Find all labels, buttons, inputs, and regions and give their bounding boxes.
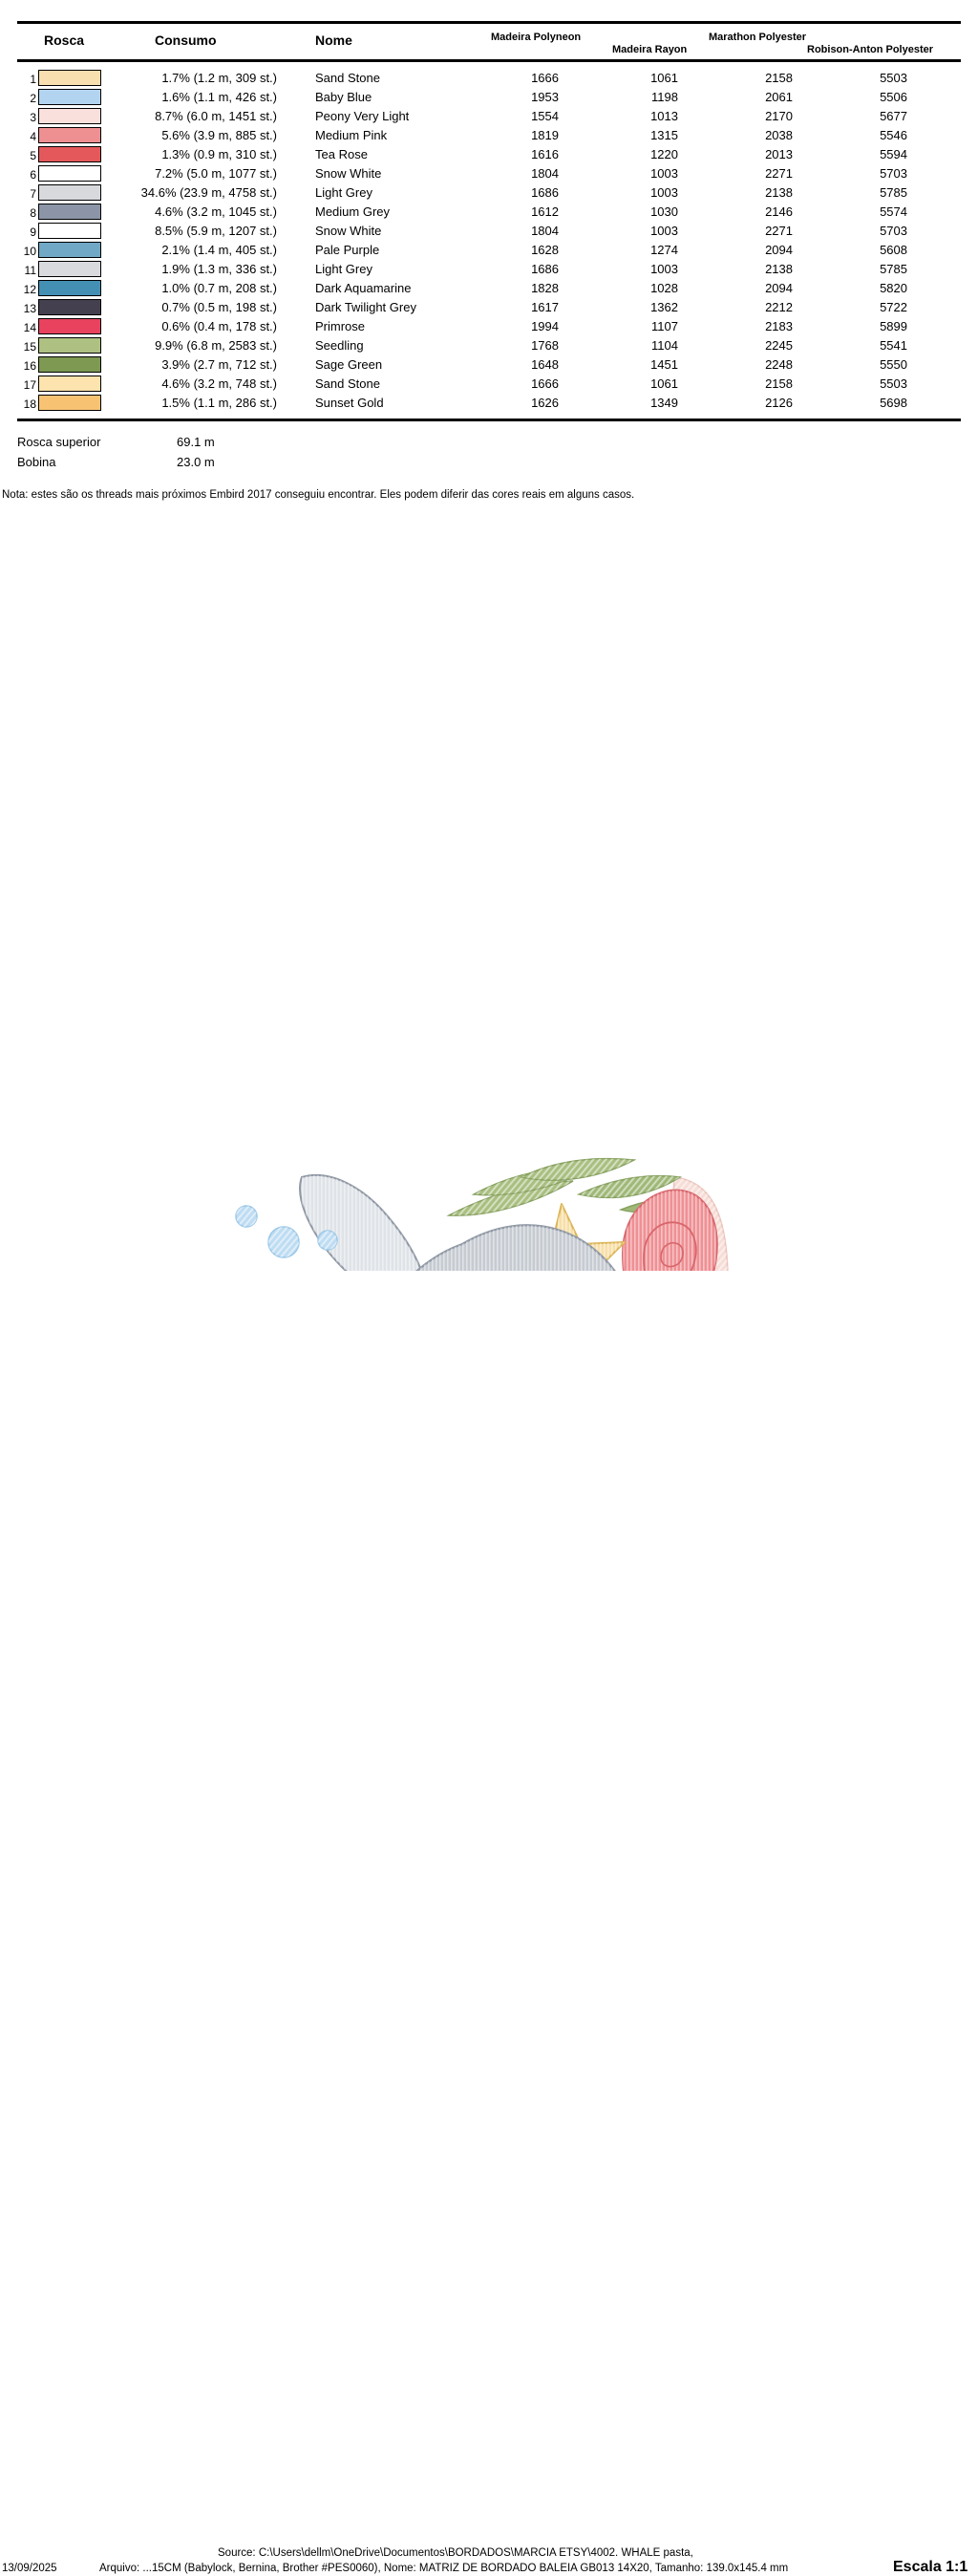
- thread-name: Seedling: [315, 338, 364, 353]
- marathon-polyester-code: 2138: [765, 262, 793, 276]
- thread-name: Snow White: [315, 224, 382, 238]
- madeira-polyneon-code: 1804: [531, 224, 559, 238]
- robison-anton-code: 5677: [880, 109, 907, 123]
- thread-consumption: 8.7% (6.0 m, 1451 st.): [155, 109, 277, 123]
- table-row: [0, 317, 978, 336]
- color-swatch: [38, 165, 101, 182]
- thread-name: Baby Blue: [315, 90, 372, 104]
- thread-index: 3: [30, 111, 36, 124]
- color-swatch: [38, 108, 101, 124]
- thread-index: 15: [23, 340, 36, 354]
- table-row: [0, 222, 978, 241]
- thread-consumption: 1.3% (0.9 m, 310 st.): [161, 147, 277, 161]
- thread-name: Medium Pink: [315, 128, 388, 142]
- table-row: [0, 355, 978, 375]
- thread-index: 16: [23, 359, 36, 373]
- table-row: [0, 145, 978, 164]
- madeira-polyneon-code: 1768: [531, 338, 559, 353]
- embird-note: Nota: estes são os threads mais próximos Embird 2017 conseguiu encontrar. Eles podem diferir das cores reais em alguns casos.: [2, 489, 635, 501]
- madeira-rayon-code: 1349: [650, 396, 678, 410]
- thread-name: Sage Green: [315, 357, 383, 372]
- thread-consumption: 2.1% (1.4 m, 405 st.): [161, 243, 277, 257]
- robison-anton-code: 5506: [880, 90, 907, 104]
- robison-anton-code: 5703: [880, 224, 907, 238]
- marathon-polyester-code: 2248: [765, 357, 793, 372]
- madeira-rayon-code: 1003: [650, 166, 678, 181]
- footer-source-path: Source: C:\Users\dellm\OneDrive\Documentos\BORDADOS\MARCIA ETSY\4002. WHALE pasta,: [218, 2547, 693, 2559]
- thread-consumption: 1.6% (1.1 m, 426 st.): [161, 90, 277, 104]
- thread-name: Sunset Gold: [315, 396, 384, 410]
- page-footer: [0, 1271, 978, 2575]
- thread-consumption: 5.6% (3.9 m, 885 st.): [161, 128, 277, 142]
- marathon-polyester-code: 2183: [765, 319, 793, 333]
- madeira-rayon-code: 1274: [650, 243, 678, 257]
- thread-name: Peony Very Light: [315, 109, 410, 123]
- madeira-polyneon-code: 1686: [531, 185, 559, 200]
- madeira-polyneon-code: 1616: [531, 147, 559, 161]
- robison-anton-code: 5503: [880, 71, 907, 85]
- thread-consumption: 34.6% (23.9 m, 4758 st.): [140, 185, 277, 200]
- marathon-polyester-code: 2158: [765, 376, 793, 391]
- thread-index: 5: [30, 149, 36, 162]
- marathon-polyester-code: 2245: [765, 338, 793, 353]
- thread-index: 2: [30, 92, 36, 105]
- bobbin-label: Bobina: [17, 455, 56, 469]
- madeira-polyneon-code: 1648: [531, 357, 559, 372]
- thread-consumption: 1.0% (0.7 m, 208 st.): [161, 281, 277, 295]
- color-swatch: [38, 70, 101, 86]
- madeira-rayon-code: 1028: [650, 281, 678, 295]
- thread-consumption: 0.7% (0.5 m, 198 st.): [161, 300, 277, 314]
- table-row: [0, 260, 978, 279]
- color-swatch: [38, 376, 101, 392]
- thread-consumption: 4.6% (3.2 m, 1045 st.): [155, 204, 277, 219]
- table-row: [0, 107, 978, 126]
- marathon-polyester-code: 2126: [765, 396, 793, 410]
- thread-consumption: 8.5% (5.9 m, 1207 st.): [155, 224, 277, 238]
- table-row: [0, 336, 978, 355]
- madeira-polyneon-code: 1804: [531, 166, 559, 181]
- marathon-polyester-code: 2013: [765, 147, 793, 161]
- marathon-polyester-code: 2158: [765, 71, 793, 85]
- color-swatch: [38, 242, 101, 258]
- robison-anton-code: 5541: [880, 338, 907, 353]
- madeira-rayon-code: 1220: [650, 147, 678, 161]
- thread-index: 7: [30, 187, 36, 201]
- madeira-rayon-code: 1013: [650, 109, 678, 123]
- thread-index: 13: [23, 302, 36, 315]
- robison-anton-code: 5722: [880, 300, 907, 314]
- robison-anton-code: 5550: [880, 357, 907, 372]
- color-swatch: [38, 261, 101, 277]
- color-swatch: [38, 204, 101, 220]
- table-row: [0, 69, 978, 88]
- madeira-rayon-code: 1003: [650, 224, 678, 238]
- color-swatch: [38, 184, 101, 201]
- thread-name: Sand Stone: [315, 71, 380, 85]
- thread-consumption: 0.6% (0.4 m, 178 st.): [161, 319, 277, 333]
- table-row: [0, 164, 978, 183]
- color-swatch: [38, 146, 101, 162]
- column-header-madeira-polyneon: Madeira Polyneon: [491, 32, 582, 43]
- madeira-polyneon-code: 1828: [531, 281, 559, 295]
- table-rule-top: [17, 21, 961, 24]
- madeira-polyneon-code: 1819: [531, 128, 559, 142]
- column-header-madeira-rayon: Madeira Rayon: [612, 44, 688, 55]
- thread-index: 17: [23, 378, 36, 392]
- marathon-polyester-code: 2271: [765, 224, 793, 238]
- robison-anton-code: 5608: [880, 243, 907, 257]
- madeira-rayon-code: 1003: [650, 262, 678, 276]
- madeira-rayon-code: 1315: [650, 128, 678, 142]
- marathon-polyester-code: 2094: [765, 243, 793, 257]
- madeira-rayon-code: 1451: [650, 357, 678, 372]
- color-swatch: [38, 356, 101, 373]
- thread-index: 9: [30, 225, 36, 239]
- madeira-rayon-code: 1107: [651, 319, 678, 333]
- madeira-polyneon-code: 1617: [531, 300, 559, 314]
- robison-anton-code: 5785: [880, 185, 907, 200]
- thread-name: Dark Aquamarine: [315, 281, 412, 295]
- thread-name: Primrose: [315, 319, 366, 333]
- robison-anton-code: 5698: [880, 396, 907, 410]
- madeira-polyneon-code: 1953: [531, 90, 559, 104]
- table-row: [0, 241, 978, 260]
- robison-anton-code: 5503: [880, 376, 907, 391]
- thread-consumption: 9.9% (6.8 m, 2583 st.): [155, 338, 277, 353]
- bobbin-value: 23.0 m: [177, 455, 215, 469]
- marathon-polyester-code: 2146: [765, 204, 793, 219]
- thread-index: 18: [23, 397, 36, 411]
- thread-consumption: 1.7% (1.2 m, 309 st.): [161, 71, 277, 85]
- robison-anton-code: 5785: [880, 262, 907, 276]
- column-header-consumo: Consumo: [155, 32, 217, 48]
- thread-index: 6: [30, 168, 36, 182]
- table-row: [0, 298, 978, 317]
- thread-consumption: 1.9% (1.3 m, 336 st.): [161, 262, 277, 276]
- column-header-marathon-polyester: Marathon Polyester: [709, 32, 807, 43]
- thread-consumption: 1.5% (1.1 m, 286 st.): [161, 396, 277, 410]
- marathon-polyester-code: 2038: [765, 128, 793, 142]
- color-swatch: [38, 127, 101, 143]
- color-swatch: [38, 299, 101, 315]
- thread-name: Light Grey: [315, 262, 372, 276]
- design-preview: [0, 535, 978, 1271]
- madeira-rayon-code: 1061: [650, 376, 678, 391]
- robison-anton-code: 5899: [880, 319, 907, 333]
- column-header-nome: Nome: [315, 32, 352, 48]
- table-rule-header: [17, 59, 961, 62]
- whale-design-illustration: [0, 535, 978, 1271]
- color-swatch: [38, 89, 101, 105]
- table-row: [0, 279, 978, 298]
- robison-anton-code: 5574: [880, 204, 907, 219]
- table-row: [0, 375, 978, 394]
- color-swatch: [38, 280, 101, 296]
- table-row: [0, 203, 978, 222]
- thread-index: 11: [24, 264, 36, 277]
- robison-anton-code: 5546: [880, 128, 907, 142]
- thread-index: 12: [23, 283, 36, 296]
- footer-scale: Escala 1:1: [893, 2559, 968, 2575]
- column-header-robison-anton-polyester: Robison-Anton Polyester: [807, 44, 934, 55]
- madeira-polyneon-code: 1666: [531, 71, 559, 85]
- table-rule-bottom: [17, 419, 961, 421]
- marathon-polyester-code: 2094: [765, 281, 793, 295]
- madeira-polyneon-code: 1612: [531, 204, 559, 219]
- upper-thread-label: Rosca superior: [17, 435, 101, 449]
- robison-anton-code: 5594: [880, 147, 907, 161]
- madeira-polyneon-code: 1994: [531, 319, 559, 333]
- color-swatch: [38, 337, 101, 354]
- marathon-polyester-code: 2212: [765, 300, 793, 314]
- upper-thread-value: 69.1 m: [177, 435, 215, 449]
- robison-anton-code: 5703: [880, 166, 907, 181]
- thread-name: Sand Stone: [315, 376, 380, 391]
- madeira-polyneon-code: 1626: [531, 396, 559, 410]
- thread-name: Dark Twilight Grey: [315, 300, 416, 314]
- table-row: [0, 126, 978, 145]
- marathon-polyester-code: 2138: [765, 185, 793, 200]
- thread-name: Light Grey: [315, 185, 372, 200]
- column-header-rosca: Rosca: [44, 32, 85, 48]
- madeira-rayon-code: 1061: [650, 71, 678, 85]
- table-row: [0, 394, 978, 413]
- thread-consumption: 3.9% (2.7 m, 712 st.): [161, 357, 277, 372]
- color-swatch: [38, 318, 101, 334]
- thread-index: 1: [30, 73, 36, 86]
- madeira-rayon-code: 1003: [650, 185, 678, 200]
- footer-file-info: Arquivo: ...15CM (Babylock, Bernina, Brother #PES0060), Nome: MATRIZ DE BORDADO BALEIA GB013 14X20, Tamanho: 139.0x145.4 mm: [99, 2563, 789, 2574]
- thread-name: Tea Rose: [315, 147, 368, 161]
- marathon-polyester-code: 2271: [765, 166, 793, 181]
- color-swatch: [38, 223, 101, 239]
- robison-anton-code: 5820: [880, 281, 907, 295]
- marathon-polyester-code: 2061: [765, 90, 793, 104]
- thread-index: 4: [30, 130, 36, 143]
- thread-index: 10: [23, 245, 36, 258]
- madeira-polyneon-code: 1554: [531, 109, 559, 123]
- color-swatch: [38, 395, 101, 411]
- madeira-rayon-code: 1198: [651, 90, 678, 104]
- marathon-polyester-code: 2170: [765, 109, 793, 123]
- thread-consumption: 4.6% (3.2 m, 748 st.): [161, 376, 277, 391]
- thread-name: Pale Purple: [315, 243, 380, 257]
- madeira-rayon-code: 1362: [650, 300, 678, 314]
- thread-name: Snow White: [315, 166, 382, 181]
- madeira-polyneon-code: 1628: [531, 243, 559, 257]
- madeira-rayon-code: 1104: [651, 338, 678, 353]
- thread-consumption: 7.2% (5.0 m, 1077 st.): [155, 166, 277, 181]
- thread-name: Medium Grey: [315, 204, 391, 219]
- seashell: [623, 1191, 717, 1271]
- table-row: [0, 88, 978, 107]
- thread-index: 8: [30, 206, 36, 220]
- madeira-polyneon-code: 1666: [531, 376, 559, 391]
- table-row: [0, 183, 978, 203]
- madeira-polyneon-code: 1686: [531, 262, 559, 276]
- footer-date: 13/09/2025: [2, 2563, 57, 2574]
- madeira-rayon-code: 1030: [650, 204, 678, 219]
- thread-index: 14: [23, 321, 36, 334]
